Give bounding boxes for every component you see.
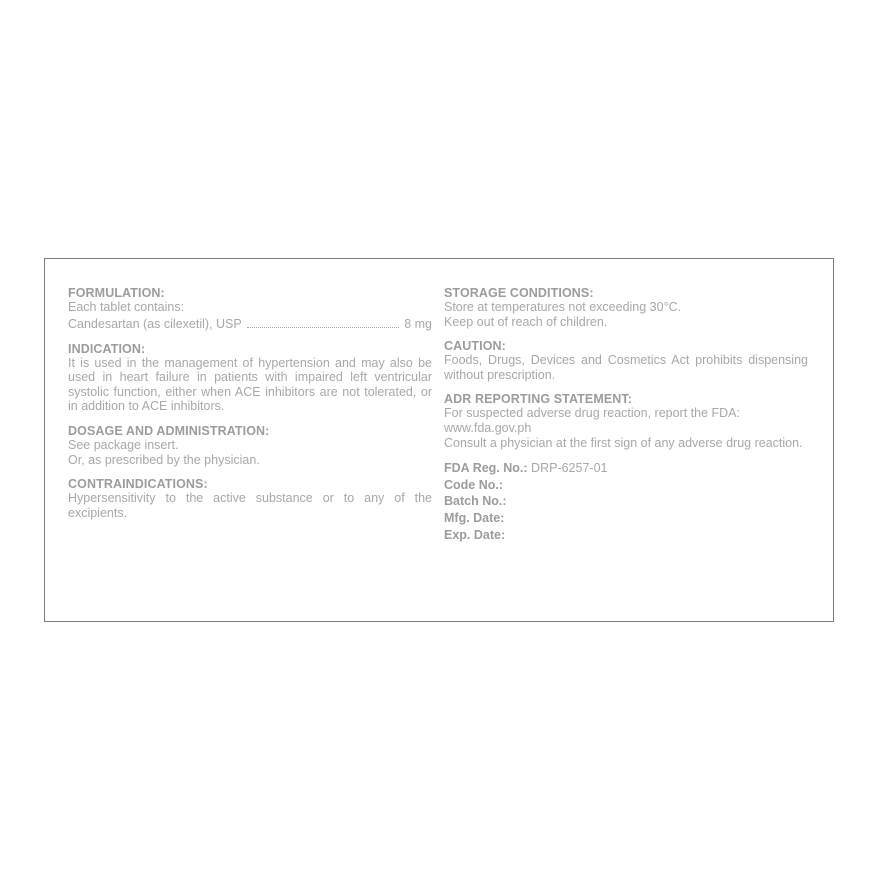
formulation-heading: FORMULATION: xyxy=(68,286,165,300)
caution-section xyxy=(444,339,808,382)
batch-no-row xyxy=(444,493,808,510)
formulation-dose: 8 mg xyxy=(404,316,432,331)
dosage-line-1: See package insert. xyxy=(68,437,179,452)
dosage-section xyxy=(68,424,432,467)
exp-date-row xyxy=(444,527,808,544)
code-no-label: Code No.: xyxy=(444,477,504,492)
right-column xyxy=(444,286,808,543)
adr-line-3: Consult a physician at the first sign of any adverse drug reaction. xyxy=(444,435,803,450)
adr-website: www.fda.gov.ph xyxy=(444,420,532,435)
left-column xyxy=(68,286,432,530)
adr-heading: ADR REPORTING STATEMENT: xyxy=(444,392,633,407)
dosage-line-2: Or, as prescribed by the physician. xyxy=(68,452,260,467)
formulation-section xyxy=(68,286,432,332)
adr-section xyxy=(444,392,808,450)
formulation-dose-row xyxy=(68,317,432,332)
registration-block xyxy=(444,460,808,543)
storage-line-1: Store at temperatures not exceeding 30°C. xyxy=(444,300,682,314)
contraindications-section xyxy=(68,477,432,520)
mfg-date-label: Mfg. Date: xyxy=(444,510,505,525)
formulation-ingredient: Candesartan (as cilexetil), USP xyxy=(68,316,242,331)
indication-section xyxy=(68,342,432,414)
fda-reg-label: FDA Reg. No.: xyxy=(444,461,528,476)
storage-line-2: Keep out of reach of children. xyxy=(444,314,608,329)
formulation-intro: Each tablet contains: xyxy=(68,300,185,314)
fda-reg-row xyxy=(444,460,808,477)
storage-heading: STORAGE CONDITIONS: xyxy=(444,286,594,300)
caution-text: Foods, Drugs, Devices and Cosmetics Act prohibits dispensing without prescription. xyxy=(444,353,808,382)
adr-line-1: For suspected adverse drug reaction, report the FDA: xyxy=(444,406,740,421)
fda-reg-value: DRP-6257-01 xyxy=(531,461,608,476)
contraindications-text: Hypersensitivity to the active substance or to any of the excipients. xyxy=(68,491,432,520)
batch-no-label: Batch No.: xyxy=(444,494,507,509)
storage-section xyxy=(444,286,808,329)
code-no-row xyxy=(444,477,808,494)
dot-leader xyxy=(247,327,400,328)
label-panel xyxy=(44,258,834,622)
exp-date-label: Exp. Date: xyxy=(444,527,506,542)
mfg-date-row xyxy=(444,510,808,527)
contraindications-heading: CONTRAINDICATIONS: xyxy=(68,477,208,492)
indication-text: It is used in the management of hypertension and may also be used in heart failure in patients with impaired left ventricular systolic function, either when ACE inhibitors are not tolerated, or in addition to ACE inhibitors. xyxy=(68,355,432,414)
caution-heading: CAUTION: xyxy=(444,339,506,354)
indication-heading: INDICATION: xyxy=(68,341,146,356)
dosage-heading: DOSAGE AND ADMINISTRATION: xyxy=(68,423,270,438)
